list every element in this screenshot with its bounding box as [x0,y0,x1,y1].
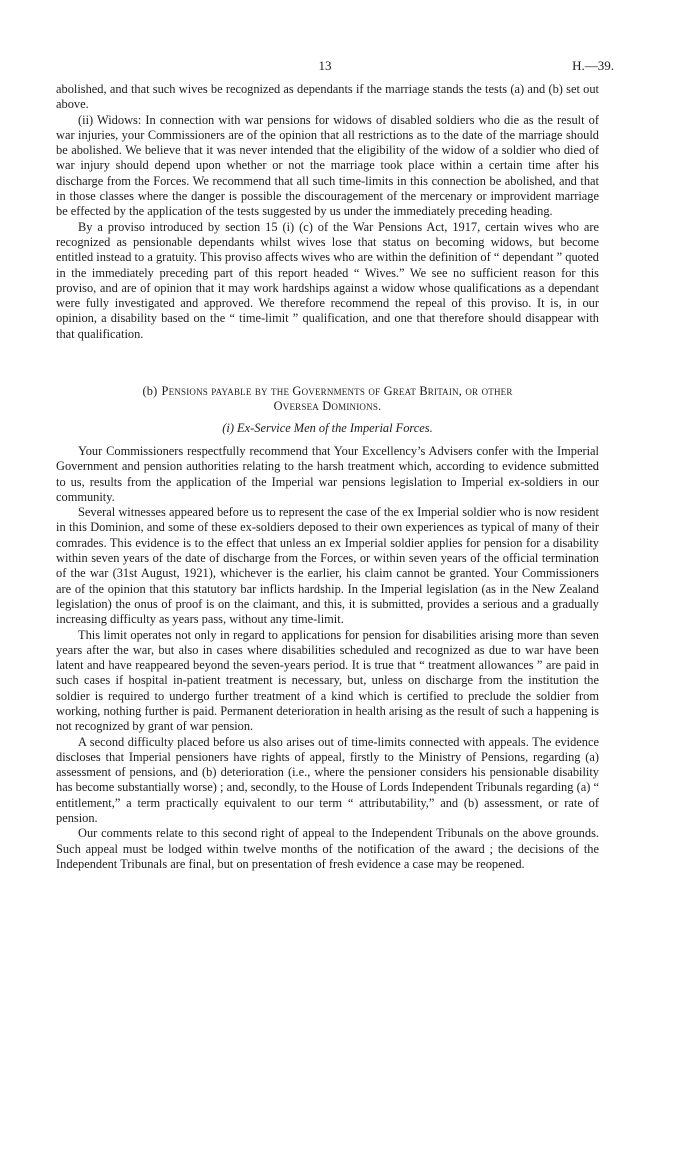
section-marker: (b) [142,384,158,399]
paragraph-widows: (ii) Widows: In connection with war pensions for widows of disabled soldiers who die as the result of war injuries, your Commissioners are of the opinion that all restrictions as to the date of the marriage should be abolished. We believe that it was never intended that the eligibility of the widow of a soldier who died of war injury should depend upon whether or not the marriage took place within a certain time after his discharge from the Forces. We recommend that all such time-limits in this connection be abolished, and that in those classes where the danger is possible the discouragement of the mercenary or improvident marriage be effected by the application of the tests suggested by us under the immediately preceding heading. [56,112,599,219]
paragraph-appeals: A second difficulty placed before us also arises out of time-limits connected with appeals. The evidence discloses that Imperial pensioners have rights of appeal, firstly to the Ministry of Pensions, regarding (a) assessment of pensions, and (b) deterioration (i.e., where the pensioner considers his pensionable disability has become substantially worse) ; and, secondly, to the House of Lords Independent Tribunals regarding (a) “ entitlement,” a term practically equivalent to our term “ attributability,” and (b) assessment, or rate of pension. [56,734,599,826]
section-heading-line-1: Pensions payable by the Governments of Great Britain, or other [161,384,513,399]
paragraph-comments: Our comments relate to this second right of appeal to the Independent Tribunals on the above grounds. Such appeal must be lodged within twelve months of the notification of the award ; the decisions of the Independent Tribunals are final, but on presentation of fresh evidence a case may be reopened. [56,826,599,871]
paragraph-proviso: By a proviso introduced by section 15 (i) (c) of the War Pensions Act, 1917, certain wives who are recognized as pensionable dependants whilst wives lose that status on becoming widows, but become entitled instead to a gratuity. This proviso affects wives who are within the definition of “ dependant ” quoted in the immediately preceding part of this report headed “ Wives.” We see no sufficient reason for this proviso, and are of opinion that it may work hardships against a widow whose qualifications as a dependant were fully investigated and approved. We therefore recommend the repeal of this proviso. It is, in our opinion, a disability based on the “ time-limit ” qualification, and one that therefore should disappear with that qualification. [56,219,599,341]
document-reference: H.—39. [572,58,614,73]
paragraph-recommendation: Your Commissioners respectfully recommend that Your Excellency’s Advisers confer with the Imperial Government and pension authorities relating to the harsh treatment which, according to evidence submitted to us, results from the application of the Imperial war pensions legislation to Imperial ex-soldiers in our community. [56,443,599,504]
section-heading-b [56,384,599,415]
paragraph-limit: This limit operates not only in regard to applications for pension for disabilities arising more than seven years after the war, but also in cases where disabilities scheduled and recognized as due to war have been latent and have reappeared beyond the seven-years period. It is true that “ treatment allowances ” are paid in such cases if hospital in-patient treatment is necessary, but, unless on discharge from the institution the soldier is required to undergo further treatment of a kind which is certified to preclude the soldier from working, nothing further is paid. Permanent deterioration in health arising as the result of such a happening is not recognized by grant of war pension. [56,627,599,734]
paragraph-witnesses: Several witnesses appeared before us to represent the case of the ex Imperial soldier who is now resident in this Dominion, and some of these ex-soldiers deposed to their own experiences as typical of many of their comrades. This evidence is to the effect that unless an ex Imperial soldier applies for pension for a disability within seven years of the date of discharge from the Forces, or within seven years of the official termination of the war (31st August, 1921), whichever is the earlier, his claim cannot be granted. Your Commissioners are of the opinion that this statutory bar inflicts hardship. In the Imperial legislation (as in the New Zealand legislation) the onus of proof is on the claimant, and this, it is submitted, provides a serious and a gradually increasing difficulty as years pass, without any time-limit. [56,505,599,627]
section-spacer [56,342,599,358]
section-heading-line-2: Oversea Dominions. [273,399,382,414]
subsection-title: (i) Ex-Service Men of the Imperial Forces. [222,420,433,435]
page-number: 13 [318,58,332,73]
paragraph-continuation: abolished, and that such wives be recognized as dependants if the marriage stands the tests (a) and (b) set out above. [56,82,599,112]
page-header [0,58,700,76]
subsection-heading [56,421,599,436]
body-text [56,82,599,872]
